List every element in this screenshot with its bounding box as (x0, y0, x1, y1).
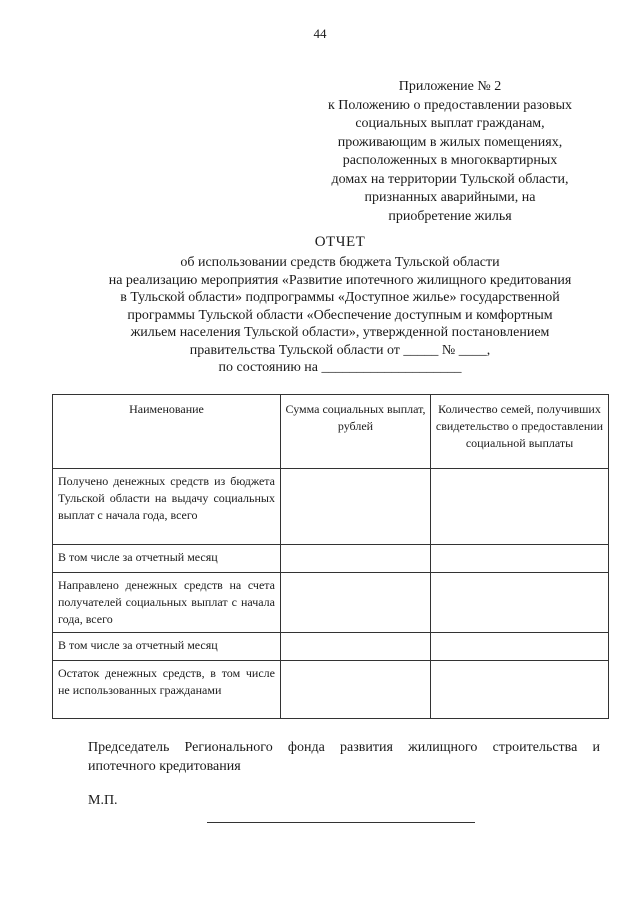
report-subtitle-line: на реализацию мероприятия «Развитие ипотечного жилищного кредитования (108, 272, 572, 288)
signature-line (207, 822, 475, 823)
table-row (53, 545, 609, 573)
sum-cell (281, 545, 431, 573)
table-row (53, 573, 609, 633)
table-row (53, 633, 609, 661)
report-table (52, 394, 609, 719)
families-cell (431, 469, 609, 545)
row-label: Направлено денежных средств на счета получателей социальных выплат с начала года, всего (53, 573, 281, 633)
stamp-placeholder: М.П. (88, 793, 118, 808)
families-cell (431, 545, 609, 573)
sum-cell (281, 469, 431, 545)
column-header-sum: Сумма социальных выплат, рублей (281, 395, 431, 469)
families-cell (431, 573, 609, 633)
row-label: Остаток денежных средств, в том числе не использованных гражданами (53, 661, 281, 719)
sum-cell (281, 661, 431, 719)
appendix-line: домах на территории Тульской области, (331, 171, 569, 187)
report-subtitle-line: правительства Тульской области от _____ № ____, (189, 342, 491, 358)
table-row (53, 661, 609, 719)
report-subtitle-line: по состоянию на ____________________ (218, 360, 462, 375)
column-header-name: Наименование (53, 395, 281, 469)
appendix-line: признанных аварийными, на (364, 190, 536, 205)
appendix-title: Приложение № 2 (398, 79, 502, 94)
appendix-line: к Положению о предоставлении разовых (327, 97, 572, 113)
appendix-line: социальных выплат гражданам, (355, 116, 545, 131)
row-label: В том числе за отчетный месяц (53, 633, 281, 661)
column-header-families: Количество семей, получивших свидетельство о предоставлении социальной выплаты (431, 395, 609, 469)
appendix-block (300, 78, 600, 226)
report-title: ОТЧЕТ (314, 234, 366, 250)
signature-title: Председатель Регионального фонда развития жилищного строительства и ипотечного кредитования (88, 740, 600, 774)
report-subtitle-line: об использовании средств бюджета Тульской области (180, 255, 500, 270)
report-subtitle-line: в Тульской области» подпрограммы «Доступное жилье» государственной (120, 290, 560, 305)
appendix-line: проживающим в жилых помещениях, (337, 134, 563, 150)
report-subtitle (60, 254, 620, 377)
table-row (53, 469, 609, 545)
row-label: В том числе за отчетный месяц (53, 545, 281, 573)
families-cell (431, 661, 609, 719)
appendix-line: расположенных в многоквартирных (342, 153, 558, 168)
families-cell (431, 633, 609, 661)
table-header-row (53, 395, 609, 469)
report-subtitle-line: жильем населения Тульской области», утвержденной постановлением (130, 325, 550, 340)
report-subtitle-line: программы Тульской области «Обеспечение доступным и комфортным (127, 307, 553, 323)
row-label: Получено денежных средств из бюджета Тульской области на выдачу социальных выплат с начала года, всего (53, 469, 281, 545)
page-number: 44 (313, 26, 327, 41)
sum-cell (281, 633, 431, 661)
sum-cell (281, 573, 431, 633)
appendix-line: приобретение жилья (388, 208, 512, 224)
